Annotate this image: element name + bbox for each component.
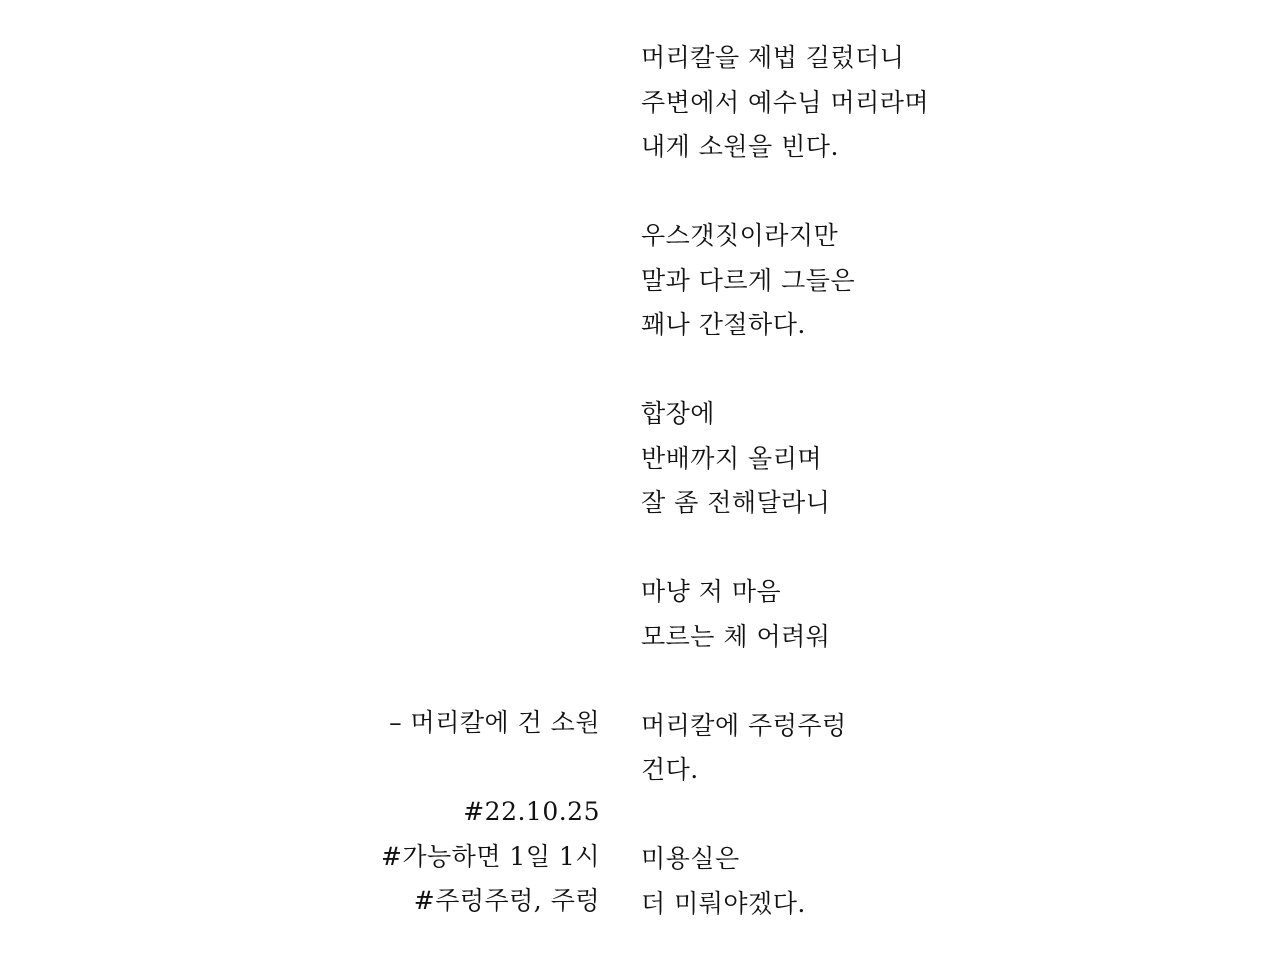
poem-line: 꽤나 간절하다. — [641, 310, 806, 339]
hashtag: #주렁주렁, 주렁 — [413, 886, 600, 915]
stanza-gap — [641, 348, 1241, 393]
stanza — [641, 392, 1241, 526]
hashtag: #가능하면 1일 1시 — [380, 841, 600, 871]
poem-line: 건다. — [641, 755, 699, 784]
stanza-gap — [641, 170, 1241, 215]
poem-line: 주변에서 예수님 머리라며 — [641, 87, 930, 117]
poem-title: – 머리칼에 건 소원 — [389, 708, 600, 737]
poem-line: 모르는 체 어려워 — [641, 621, 831, 651]
poem-line: 반배까지 올리며 — [641, 443, 822, 473]
poem-line: 우스갯짓이라지만 — [641, 221, 839, 250]
poem-line: 마냥 저 마음 — [641, 577, 782, 606]
stanza — [641, 214, 1241, 348]
stanza-gap — [641, 659, 1241, 704]
stanza — [641, 570, 1241, 659]
poem-line: 미용실은 — [641, 844, 740, 873]
poem-body — [641, 36, 1241, 926]
poem-line: 합장에 — [641, 399, 715, 428]
stanza — [641, 36, 1241, 170]
poem-line: 머리칼을 제법 길렀더니 — [641, 43, 905, 72]
poem-line: 잘 좀 전해달라니 — [641, 488, 831, 517]
poem-line: 내게 소원을 빈다. — [641, 132, 839, 161]
stanza — [641, 837, 1241, 926]
poem-line: 말과 다르게 그들은 — [641, 265, 856, 295]
poem-line: 더 미뤄야겠다. — [641, 888, 806, 918]
hashtag-list — [381, 790, 600, 924]
stanza-gap — [641, 526, 1241, 571]
poem-line: 머리칼에 주렁주렁 — [641, 710, 847, 740]
hashtag: #22.10.25 — [463, 797, 600, 826]
stanza-gap — [641, 793, 1241, 838]
stanza — [641, 704, 1241, 793]
